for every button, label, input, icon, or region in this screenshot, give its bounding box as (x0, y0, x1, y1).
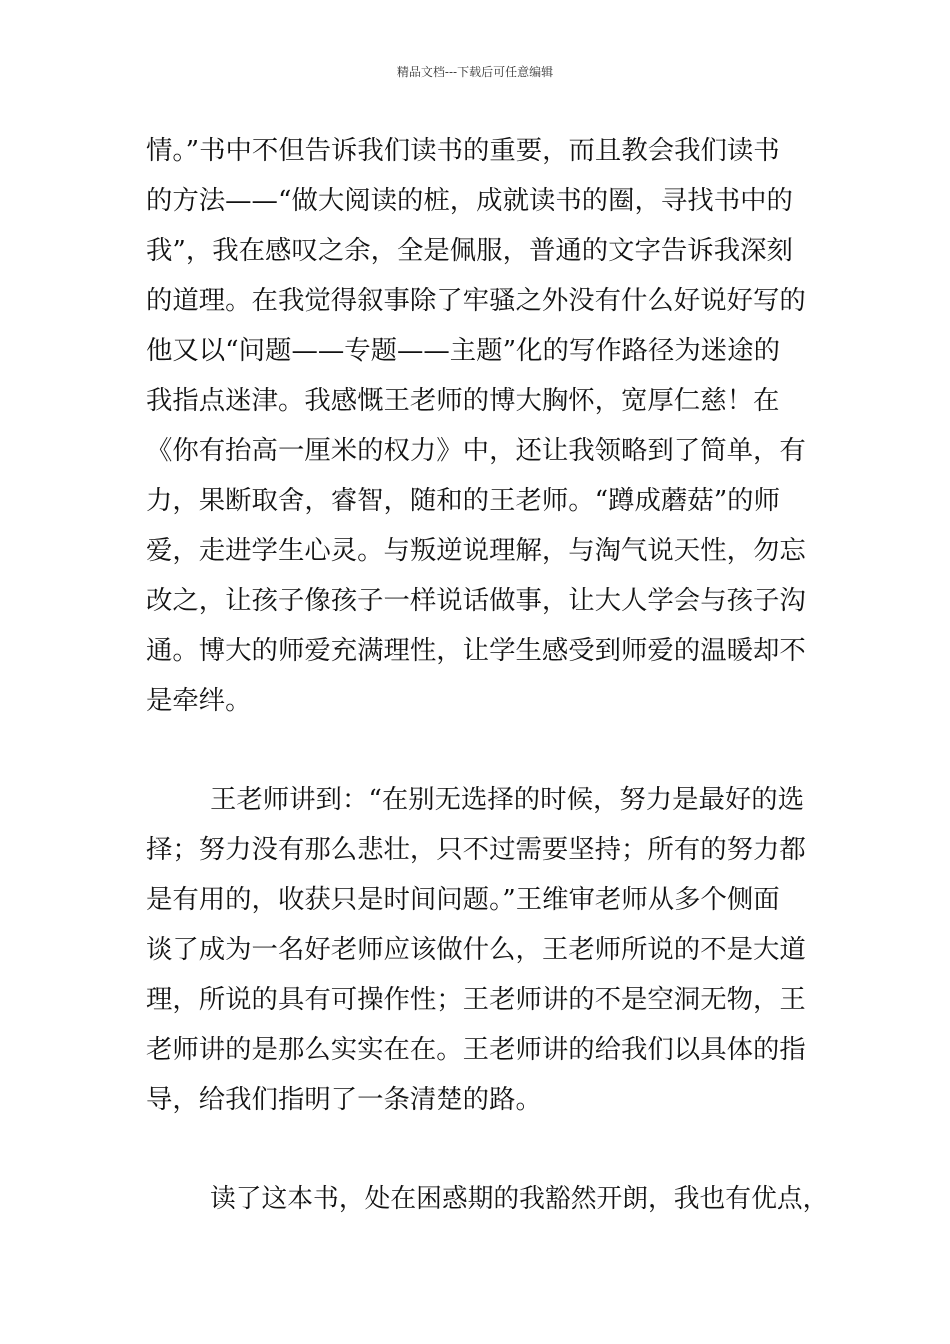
text-line: 的方法——“做大阅读的桩，成就读书的圈，寻找书中的 (146, 185, 793, 216)
text-line: 情。”书中不但告诉我们读书的重要，而且教会我们读书 (146, 135, 780, 166)
text-line: 力，果断取舍，睿智，随和的王老师。“蹲成蘑菇”的师 (146, 485, 780, 516)
text-line: 《你有抬高一厘米的权力》中，还让我领略到了简单，有 (146, 435, 806, 466)
text-line: 王老师讲到：“在别无选择的时候，努力是最好的选 (210, 784, 805, 815)
text-line: 择；努力没有那么悲壮，只不过需要坚持；所有的努力都 (146, 834, 806, 865)
text-line: 是牵绊。 (146, 685, 252, 716)
text-line: 通。博大的师爱充满理性，让学生感受到师爱的温暖却不 (146, 635, 806, 666)
text-line: 是有用的，收获只是时间问题。”王维审老师从多个侧面 (146, 884, 780, 915)
text-line: 他又以“问题——专题——主题”化的写作路径为迷途的 (146, 335, 780, 366)
text-line: 的道理。在我觉得叙事除了牢骚之外没有什么好说好写的 (146, 285, 806, 316)
text-line: 理，所说的具有可操作性；王老师讲的不是空洞无物，王 (146, 984, 806, 1015)
text-line: 老师讲的是那么实实在在。王老师讲的给我们以具体的指 (146, 1034, 806, 1065)
text-line: 爱，走进学生心灵。与叛逆说理解，与淘气说天性，勿忘 (146, 535, 806, 566)
text-line: 改之，让孩子像孩子一样说话做事，让大人学会与孩子沟 (146, 585, 806, 616)
text-line: 我”，我在感叹之余，全是佩服，普通的文字告诉我深刻 (146, 235, 793, 266)
text-line: 读了这本书，处在困惑期的我豁然开朗，我也有优点， (210, 1183, 829, 1214)
text-line: 导，给我们指明了一条清楚的路。 (146, 1084, 542, 1115)
text-line: 谈了成为一名好老师应该做什么，王老师所说的不是大道 (146, 934, 806, 965)
text-line: 我指点迷津。我感慨王老师的博大胸怀，宽厚仁慈！在 (146, 385, 780, 416)
page-header: 精品文档---下载后可任意编辑 (396, 65, 554, 79)
